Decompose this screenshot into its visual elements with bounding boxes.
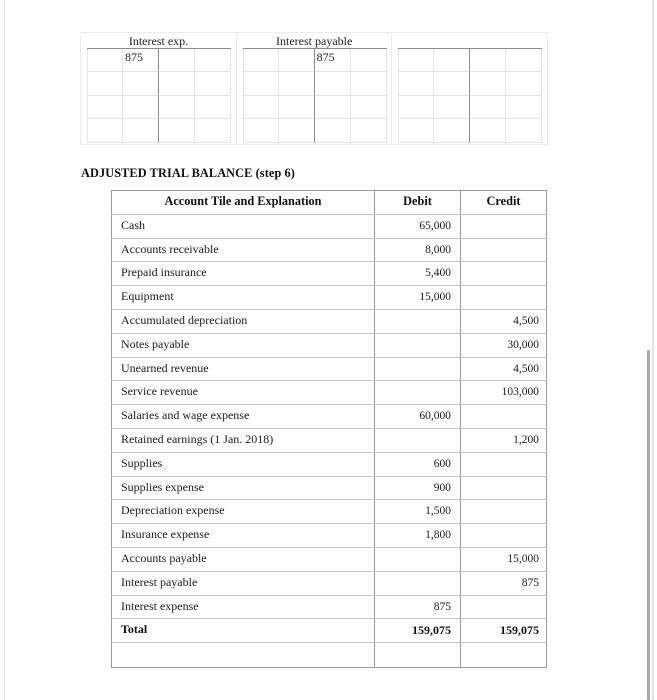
t-cell[interactable]	[243, 72, 279, 96]
t-cell[interactable]	[351, 96, 387, 119]
debit-cell[interactable]	[375, 381, 461, 405]
t-cell[interactable]	[195, 72, 231, 96]
total-row	[112, 619, 547, 643]
header-account: Account Tile and Explanation	[112, 191, 375, 215]
debit-cell[interactable]: 600	[375, 452, 461, 476]
t-cell[interactable]	[123, 119, 159, 143]
account-cell[interactable]	[112, 643, 375, 668]
credit-cell[interactable]	[461, 500, 547, 524]
t-cell[interactable]	[87, 72, 123, 96]
debit-cell[interactable]: 875	[375, 595, 461, 619]
total-credit[interactable]: 159,075	[461, 619, 547, 643]
t-cell[interactable]	[123, 96, 159, 119]
t-account-title: Interest payable	[276, 34, 353, 48]
t-cell[interactable]: 875	[123, 49, 159, 72]
t-cell[interactable]	[470, 119, 506, 143]
t-accounts-panel	[80, 32, 548, 145]
account-cell[interactable]: Prepaid insurance	[112, 262, 375, 286]
t-cell[interactable]	[279, 119, 315, 143]
header-credit: Credit	[461, 191, 547, 215]
account-cell[interactable]: Accumulated depreciation	[112, 309, 375, 333]
t-cell[interactable]	[315, 72, 351, 96]
table-row	[112, 571, 547, 595]
t-account-title: Interest exp.	[128, 34, 189, 48]
t-cell[interactable]	[351, 119, 387, 143]
account-cell[interactable]: Cash	[112, 214, 375, 238]
total-label: Total	[112, 619, 375, 643]
t-account-interest-payable	[237, 33, 393, 144]
t-cell[interactable]	[243, 119, 279, 143]
t-cell[interactable]	[470, 72, 506, 96]
t-cell[interactable]	[195, 119, 231, 143]
t-cell[interactable]	[123, 72, 159, 96]
debit-cell[interactable]	[375, 428, 461, 452]
table-row	[112, 452, 547, 476]
account-cell[interactable]: Equipment	[112, 286, 375, 310]
t-account-blank	[392, 33, 547, 144]
account-cell[interactable]: Interest expense	[112, 595, 375, 619]
t-cell[interactable]	[195, 49, 231, 72]
header-debit: Debit	[375, 191, 461, 215]
t-cell[interactable]	[87, 119, 123, 143]
table-row	[112, 214, 547, 238]
t-cell[interactable]	[351, 49, 387, 72]
credit-cell[interactable]	[461, 595, 547, 619]
credit-cell[interactable]	[461, 524, 547, 548]
t-cell[interactable]	[470, 49, 506, 72]
debit-cell[interactable]: 5,400	[375, 262, 461, 286]
debit-cell[interactable]: 1,500	[375, 500, 461, 524]
t-cell[interactable]	[434, 96, 470, 119]
t-cell[interactable]	[159, 96, 195, 119]
t-cell[interactable]	[279, 49, 315, 72]
account-cell[interactable]: Supplies	[112, 452, 375, 476]
section-title: ADJUSTED TRIAL BALANCE (step 6)	[81, 166, 296, 180]
account-cell[interactable]: Accounts receivable	[112, 238, 375, 262]
account-cell[interactable]: Salaries and wage expense	[112, 405, 375, 429]
t-cell[interactable]	[159, 49, 195, 72]
t-cell[interactable]	[434, 119, 470, 143]
account-cell[interactable]: Supplies expense	[112, 476, 375, 500]
credit-cell[interactable]	[461, 286, 547, 310]
table-row	[112, 476, 547, 500]
t-cell[interactable]	[87, 49, 123, 72]
t-cell[interactable]: 875	[315, 49, 351, 72]
t-cell[interactable]	[506, 119, 542, 143]
account-cell[interactable]: Notes payable	[112, 333, 375, 357]
t-cell[interactable]	[87, 96, 123, 119]
credit-cell[interactable]: 1,200	[461, 428, 547, 452]
account-cell[interactable]: Retained earnings (1 Jan. 2018)	[112, 428, 375, 452]
t-cell[interactable]	[434, 49, 470, 72]
t-cell[interactable]	[398, 96, 434, 119]
account-cell[interactable]: Service revenue	[112, 381, 375, 405]
t-cell[interactable]	[506, 72, 542, 96]
t-cell[interactable]	[195, 96, 231, 119]
t-cell[interactable]	[470, 96, 506, 119]
table-row	[112, 500, 547, 524]
credit-cell[interactable]	[461, 405, 547, 429]
account-cell[interactable]: Unearned revenue	[112, 357, 375, 381]
scrollbar-thumb[interactable]	[647, 350, 650, 700]
credit-cell[interactable]: 103,000	[461, 381, 547, 405]
account-cell[interactable]: Interest payable	[112, 571, 375, 595]
credit-cell[interactable]	[461, 476, 547, 500]
page-edge-left	[4, 0, 5, 700]
account-cell[interactable]: Depreciation expense	[112, 500, 375, 524]
account-cell[interactable]: Insurance expense	[112, 524, 375, 548]
t-cell[interactable]	[398, 72, 434, 96]
total-debit[interactable]: 159,075	[375, 619, 461, 643]
t-cell[interactable]	[506, 96, 542, 119]
credit-cell[interactable]: 15,000	[461, 547, 547, 571]
debit-cell[interactable]	[375, 547, 461, 571]
credit-cell[interactable]	[461, 452, 547, 476]
t-cell[interactable]	[243, 49, 279, 72]
debit-cell[interactable]: 15,000	[375, 286, 461, 310]
table-row	[112, 286, 547, 310]
table-row	[112, 333, 547, 357]
table-row	[112, 357, 547, 381]
debit-cell[interactable]	[375, 357, 461, 381]
table-row	[112, 524, 547, 548]
t-cell[interactable]	[279, 72, 315, 96]
t-account-grid	[243, 48, 387, 143]
t-cell[interactable]	[243, 96, 279, 119]
t-account-grid	[87, 48, 231, 143]
credit-cell[interactable]: 4,500	[461, 309, 547, 333]
blank-row	[112, 643, 547, 668]
table-row	[112, 405, 547, 429]
debit-cell[interactable]: 60,000	[375, 405, 461, 429]
table-row	[112, 381, 547, 405]
debit-cell[interactable]	[375, 309, 461, 333]
t-account-interest-expense	[81, 33, 237, 144]
table-header-row	[112, 191, 547, 215]
credit-cell[interactable]: 875	[461, 571, 547, 595]
t-cell[interactable]	[159, 119, 195, 143]
t-account-grid	[398, 48, 542, 143]
t-cell[interactable]	[159, 72, 195, 96]
account-cell[interactable]: Accounts payable	[112, 547, 375, 571]
table-row	[112, 595, 547, 619]
t-cell[interactable]	[315, 119, 351, 143]
trial-balance-table	[111, 190, 547, 668]
table-row	[112, 238, 547, 262]
table-row	[112, 547, 547, 571]
debit-cell[interactable]	[375, 571, 461, 595]
debit-cell[interactable]: 1,800	[375, 524, 461, 548]
t-cell[interactable]	[398, 49, 434, 72]
credit-cell[interactable]	[461, 214, 547, 238]
credit-cell[interactable]	[461, 238, 547, 262]
debit-cell[interactable]: 8,000	[375, 238, 461, 262]
table-row	[112, 428, 547, 452]
debit-cell[interactable]: 65,000	[375, 214, 461, 238]
debit-cell[interactable]	[375, 333, 461, 357]
credit-cell[interactable]	[461, 643, 547, 668]
table-row	[112, 309, 547, 333]
credit-cell[interactable]	[461, 262, 547, 286]
t-cell[interactable]	[434, 72, 470, 96]
debit-cell[interactable]: 900	[375, 476, 461, 500]
scrollbar-track[interactable]	[652, 0, 654, 700]
debit-cell[interactable]	[375, 643, 461, 668]
credit-cell[interactable]: 30,000	[461, 333, 547, 357]
t-cell[interactable]	[398, 119, 434, 143]
t-cell[interactable]	[279, 96, 315, 119]
credit-cell[interactable]: 4,500	[461, 357, 547, 381]
t-cell[interactable]	[506, 49, 542, 72]
t-cell[interactable]	[315, 96, 351, 119]
t-cell[interactable]	[351, 72, 387, 96]
table-row	[112, 262, 547, 286]
